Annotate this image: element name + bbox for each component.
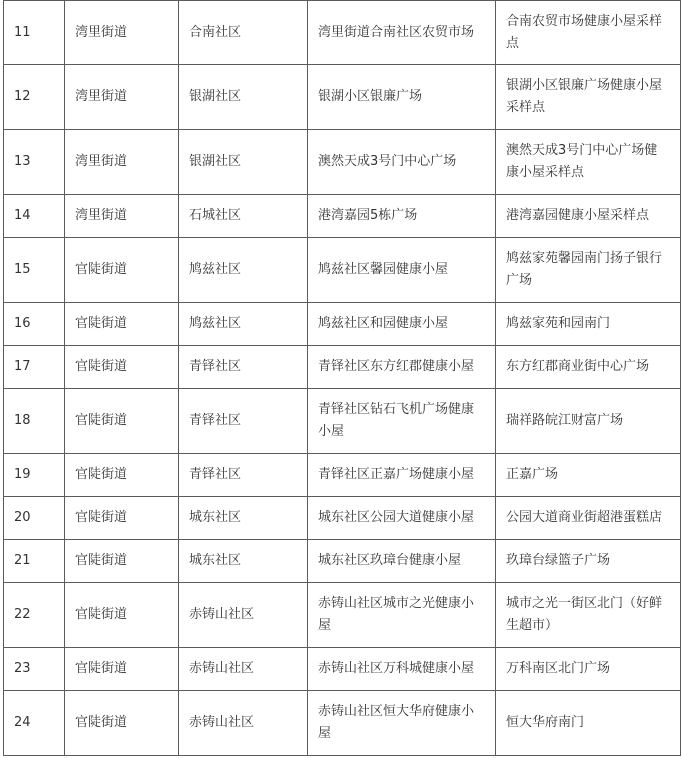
sampling-sites-table [3,0,681,756]
table-row [4,65,681,130]
table-row [4,195,681,238]
table-row [4,389,681,454]
table-row [4,691,681,756]
community-cell: 青铎社区 [179,454,308,497]
table-row [4,346,681,389]
community-cell: 石城社区 [179,195,308,238]
row-number: 19 [4,454,65,497]
street-cell: 官陡街道 [65,303,179,346]
sampling-point-cell: 澳然天成3号门中心广场健康小屋采样点 [496,130,681,195]
street-cell: 湾里街道 [65,65,179,130]
health-hut-cell: 城东社区公园大道健康小屋 [308,497,496,540]
street-cell: 官陡街道 [65,583,179,648]
community-cell: 城东社区 [179,497,308,540]
row-number: 20 [4,497,65,540]
sampling-point-cell: 鸠兹家苑馨园南门扬子银行广场 [496,238,681,303]
sampling-point-cell: 港湾嘉园健康小屋采样点 [496,195,681,238]
table-row [4,540,681,583]
row-number: 24 [4,691,65,756]
street-cell: 官陡街道 [65,389,179,454]
street-cell: 官陡街道 [65,691,179,756]
table-row [4,130,681,195]
row-number: 12 [4,65,65,130]
sampling-point-cell: 合南农贸市场健康小屋采样点 [496,1,681,65]
community-cell: 银湖社区 [179,130,308,195]
street-cell: 湾里街道 [65,195,179,238]
sampling-point-cell: 万科南区北门广场 [496,648,681,691]
sampling-point-cell: 东方红郡商业街中心广场 [496,346,681,389]
health-hut-cell: 青铎社区东方红郡健康小屋 [308,346,496,389]
table-body [4,1,681,756]
sampling-point-cell: 银湖小区银廉广场健康小屋采样点 [496,65,681,130]
table-row [4,648,681,691]
health-hut-cell: 湾里街道合南社区农贸市场 [308,1,496,65]
community-cell: 青铎社区 [179,346,308,389]
street-cell: 湾里街道 [65,130,179,195]
street-cell: 湾里街道 [65,1,179,65]
table-row [4,583,681,648]
health-hut-cell: 青铎社区钻石飞机广场健康小屋 [308,389,496,454]
health-hut-cell: 城东社区玖璋台健康小屋 [308,540,496,583]
street-cell: 官陡街道 [65,497,179,540]
row-number: 18 [4,389,65,454]
community-cell: 城东社区 [179,540,308,583]
row-number: 22 [4,583,65,648]
community-cell: 赤铸山社区 [179,691,308,756]
row-number: 21 [4,540,65,583]
sampling-point-cell: 城市之光一街区北门（好鲜生超市） [496,583,681,648]
community-cell: 合南社区 [179,1,308,65]
sampling-point-cell: 玖璋台绿篮子广场 [496,540,681,583]
health-hut-cell: 赤铸山社区恒大华府健康小屋 [308,691,496,756]
street-cell: 官陡街道 [65,454,179,497]
sampling-point-cell: 正嘉广场 [496,454,681,497]
health-hut-cell: 港湾嘉园5栋广场 [308,195,496,238]
street-cell: 官陡街道 [65,540,179,583]
row-number: 13 [4,130,65,195]
health-hut-cell: 澳然天成3号门中心广场 [308,130,496,195]
sampling-point-cell: 鸠兹家苑和园南门 [496,303,681,346]
sampling-point-cell: 公园大道商业街超港蛋糕店 [496,497,681,540]
health-hut-cell: 银湖小区银廉广场 [308,65,496,130]
community-cell: 青铎社区 [179,389,308,454]
community-cell: 赤铸山社区 [179,648,308,691]
community-cell: 鸠兹社区 [179,238,308,303]
row-number: 14 [4,195,65,238]
community-cell: 银湖社区 [179,65,308,130]
health-hut-cell: 青铎社区正嘉广场健康小屋 [308,454,496,497]
table-row [4,303,681,346]
sampling-point-cell: 瑞祥路皖江财富广场 [496,389,681,454]
community-cell: 鸠兹社区 [179,303,308,346]
row-number: 11 [4,1,65,65]
street-cell: 官陡街道 [65,346,179,389]
table-row [4,454,681,497]
table-row [4,238,681,303]
table-row [4,497,681,540]
sampling-point-cell: 恒大华府南门 [496,691,681,756]
health-hut-cell: 鸠兹社区和园健康小屋 [308,303,496,346]
table-row [4,1,681,65]
row-number: 16 [4,303,65,346]
health-hut-cell: 赤铸山社区城市之光健康小屋 [308,583,496,648]
health-hut-cell: 赤铸山社区万科城健康小屋 [308,648,496,691]
community-cell: 赤铸山社区 [179,583,308,648]
row-number: 23 [4,648,65,691]
row-number: 17 [4,346,65,389]
street-cell: 官陡街道 [65,238,179,303]
street-cell: 官陡街道 [65,648,179,691]
health-hut-cell: 鸠兹社区馨园健康小屋 [308,238,496,303]
row-number: 15 [4,238,65,303]
